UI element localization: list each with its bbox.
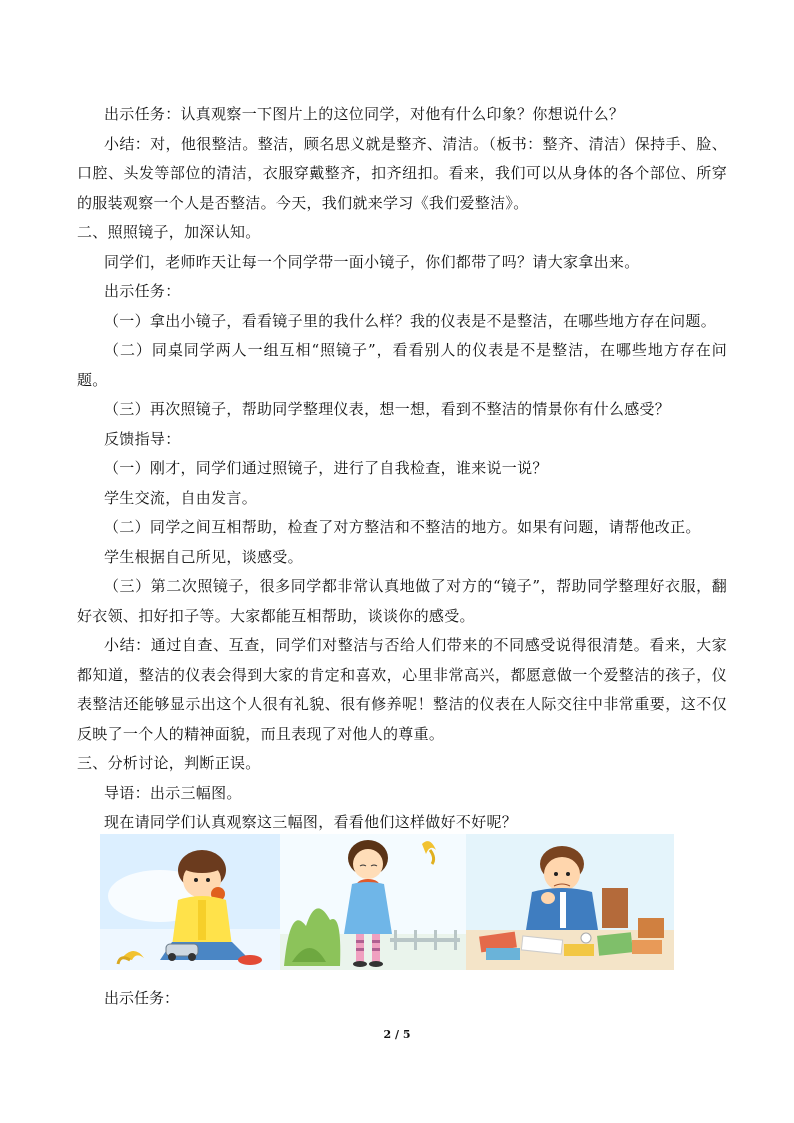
paragraph: （一）拿出小镜子，看看镜子里的我什么样？我的仪表是不是整洁，在哪些地方存在问题。 (104, 311, 717, 330)
section-heading: 二、照照镜子，加深认知。 (77, 223, 261, 241)
picture-boy-eating (100, 834, 280, 970)
section-heading: 三、分析讨论，判断正误。 (77, 754, 261, 772)
paragraph: 出示任务： (104, 989, 180, 1007)
paragraph: 反馈指导： (104, 429, 181, 448)
paragraph: 出示任务： (104, 282, 181, 300)
paragraph: 导语：出示三幅图。 (104, 783, 242, 802)
paragraph: （三）再次照镜子，帮助同学整理仪表，想一想，看到不整洁的情景你有什么感受？ (104, 400, 671, 418)
paragraph: （二）同桌同学两人一组互相“照镜子”，看看别人的仪表是不是整洁，在哪些地方存在问题。 (77, 341, 727, 389)
paragraph: 学生根据自己所见，谈感受。 (104, 547, 303, 566)
page-number: 2 / 5 (383, 1028, 411, 1041)
paragraph: （一）刚才，同学们通过照镜子，进行了自我检查，谁来说一说？ (104, 459, 548, 477)
paragraph: 现在请同学们认真观察这三幅图，看看他们这样做好不好呢？ (104, 813, 518, 831)
picture-girl-littering (280, 834, 466, 970)
paragraph: （二）同学之间互相帮助，检查了对方整洁和不整洁的地方。如果有问题，请帮他改正。 (104, 518, 701, 536)
paragraph: 小结：对，他很整洁。整洁，顾名思义就是整齐、清洁。（板书：整齐、清洁）保持手、脸、口腔、头发等部位的清洁，衣服穿戴整齐，扣齐纽扣。看来，我们可以从身体的各个部位、所穿的服装观察一个人是否整洁。今天，我们就来学习《我们爱整洁》。 (77, 134, 727, 212)
paragraph: 学生交流，自由发言。 (104, 488, 258, 507)
paragraph: 小结：通过自查、互查，同学们对整洁与否给人们带来的不同感受说得很清楚。看来，大家都知道，整洁的仪表会得到大家的肯定和喜欢，心里非常高兴，都愿意做一个爱整洁的孩子，仪表整洁还能够显示出这个人很有礼貌、很有修养呢！整洁的仪表在人际交往中非常重要，这不仅反映了一个人的精神面貌，而且表现了对他人的尊重。 (77, 636, 727, 743)
picture-boy-messy-desk (466, 834, 674, 970)
after-figure-text (77, 984, 179, 1014)
three-pictures-figure (100, 834, 674, 970)
paragraph: （三）第二次照镜子，很多同学都非常认真地做了对方的“镜子”，帮助同学整理好衣服，翻好衣领、扣好扣子等。大家都能互相帮助，谈谈你的感受。 (77, 577, 727, 625)
paragraph: 出示任务：认真观察一下图片上的这位同学，对他有什么印象？你想说什么？ (104, 105, 625, 123)
paragraph: 同学们，老师昨天让每一个同学带一面小镜子，你们都带了吗？请大家拿出来。 (104, 252, 640, 271)
body-text (77, 100, 727, 838)
